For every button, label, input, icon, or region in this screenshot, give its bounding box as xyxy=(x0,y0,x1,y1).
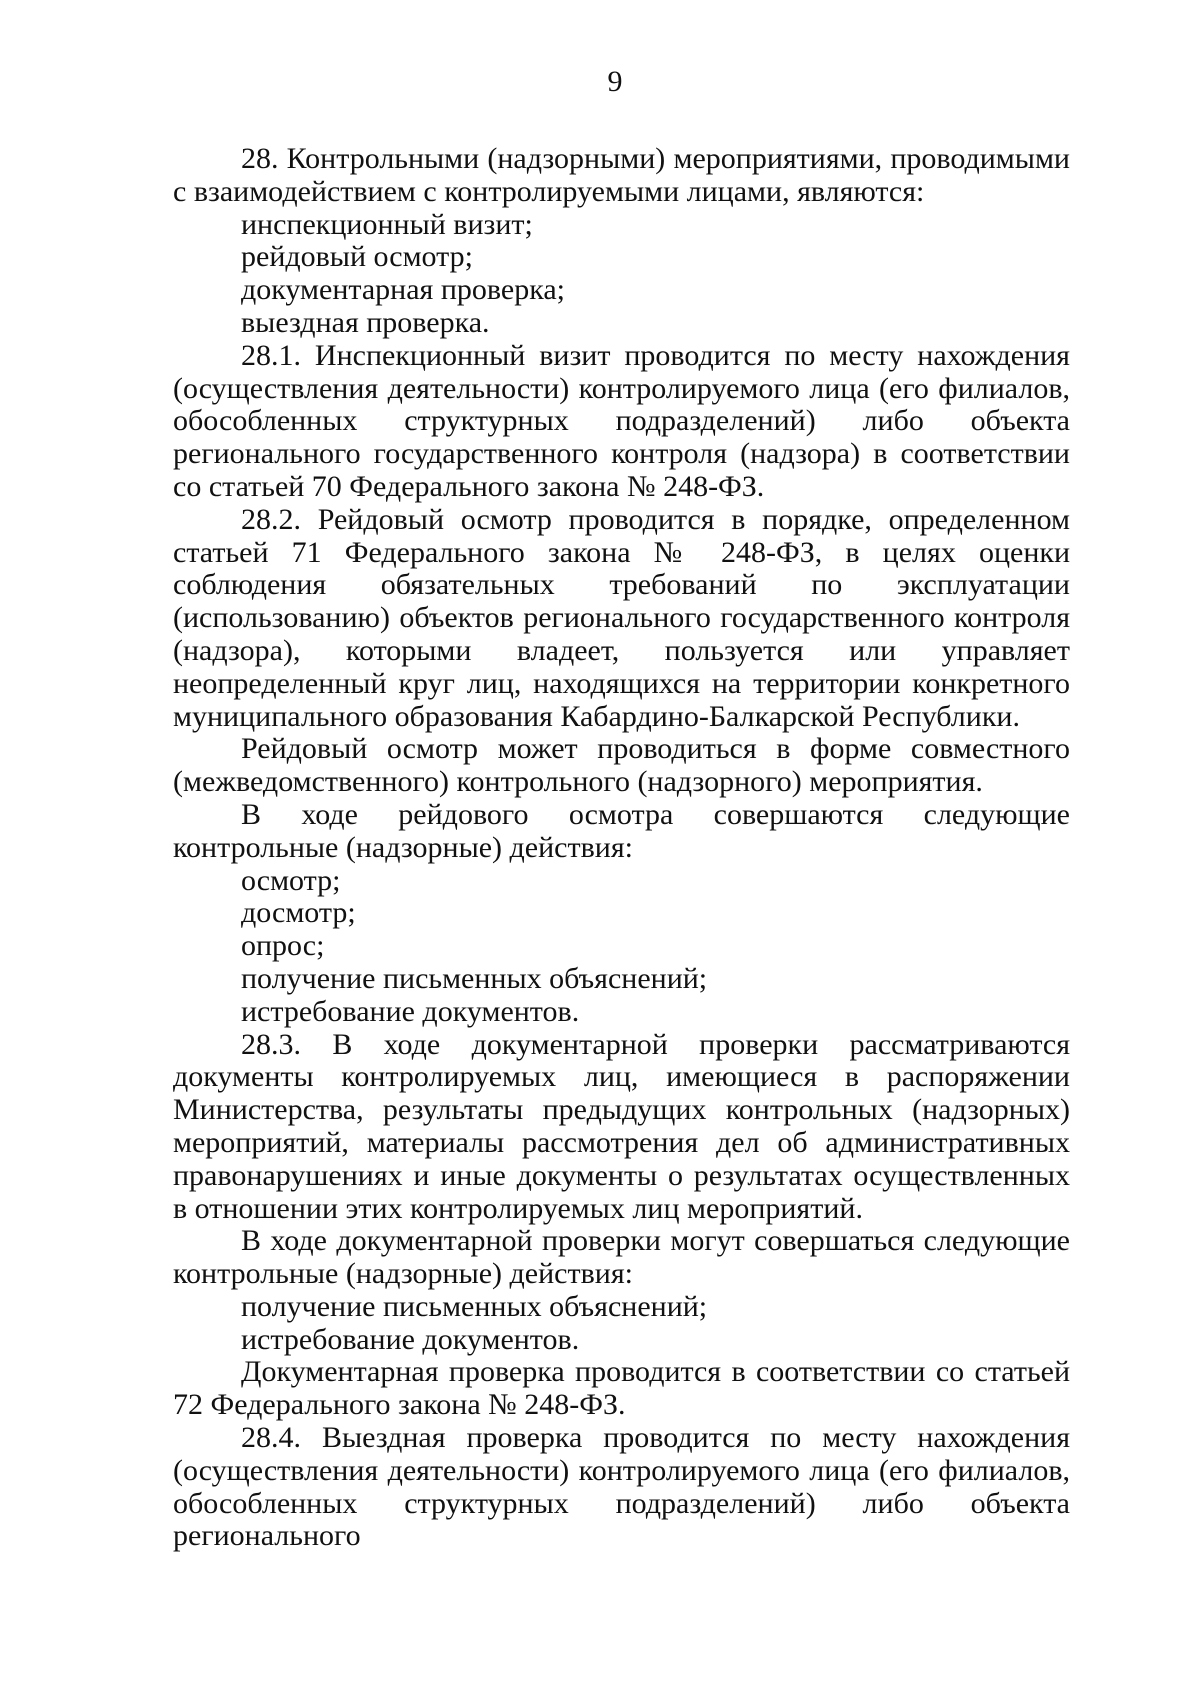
list-item: получение письменных объяснений; xyxy=(241,961,708,995)
list-item: инспекционный визит; xyxy=(241,207,533,241)
list-item: опрос; xyxy=(241,929,325,963)
list-item: получение письменных объяснений; xyxy=(241,1289,708,1323)
paragraph: 28.2. Рейдовый осмотр проводится в порядке, определенном статьей 71 Федерального закона № 248-ФЗ, в целях оценки соблюдения обязательных требований по эксплуатации (использованию) объектов регионального государственного контроля (надзора), которыми владеет, пользуется или управляет неопределенный круг лиц, находящихся на территории конкретного муниципального образования Кабардино-Балкарской Республики. xyxy=(173,502,1070,733)
paragraph: В ходе рейдового осмотра совершаются следующие контрольные (надзорные) действия: xyxy=(173,797,1070,864)
paragraph: 28.1. Инспекционный визит проводится по месту нахождения (осуществления деятельности) контролируемого лица (его филиалов, обособленных структурных подразделений) либо объекта регионального государственного контроля (надзора) в соответствии со статьей 70 Федерального закона № 248-ФЗ. xyxy=(173,338,1070,503)
list-item: выездная проверка. xyxy=(241,305,490,339)
document-body xyxy=(173,143,1070,1553)
list-item: рейдовый осмотр; xyxy=(241,240,473,274)
paragraph: 28. Контрольными (надзорными) мероприятиями, проводимыми с взаимодействием с контролируемыми лицами, являются: xyxy=(173,142,1070,208)
paragraph: Рейдовый осмотр может проводиться в форме совместного (межведомственного) контрольного (надзорного) мероприятия. xyxy=(173,732,1070,799)
paragraph: В ходе документарной проверки могут совершаться следующие контрольные (надзорные) действия: xyxy=(173,1224,1070,1291)
list-item: истребование документов. xyxy=(241,1322,580,1356)
paragraph: Документарная проверка проводится в соответствии со статьей 72 Федерального закона № 248-ФЗ. xyxy=(173,1355,1070,1422)
list-item: истребование документов. xyxy=(241,994,580,1028)
list-item: документарная проверка; xyxy=(241,273,565,307)
list-item: досмотр; xyxy=(241,896,356,930)
page-number: 9 xyxy=(607,65,623,98)
list-item: осмотр; xyxy=(241,863,341,897)
paragraph: 28.3. В ходе документарной проверки рассматриваются документы контролируемых лиц, имеющиеся в распоряжении Министерства, результаты предыдущих контрольных (надзорных) мероприятий, материалы рассмотрения дел об административных правонарушениях и иные документы о результатах осуществленных в отношении этих контролируемых лиц мероприятий. xyxy=(173,1027,1070,1225)
paragraph: 28.4. Выездная проверка проводится по месту нахождения (осуществления деятельности) контролируемого лица (его филиалов, обособленных структурных подразделений) либо объекта регионального xyxy=(173,1421,1070,1553)
